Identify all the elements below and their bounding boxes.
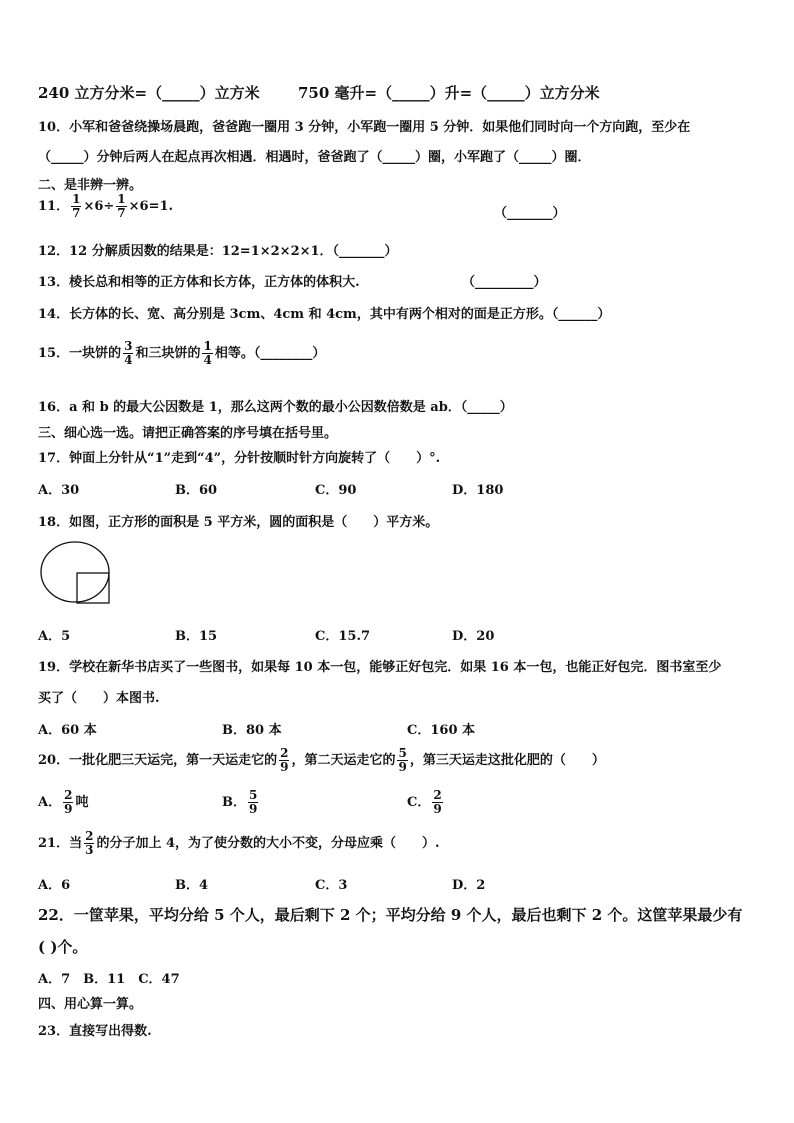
question-11 (38, 193, 173, 220)
q11-prefix: 11． (38, 199, 70, 214)
question-22-line-2: ( )个。 (38, 938, 88, 956)
q20-option-a[interactable]: A． $\frac{2}{9}$ 吨 (38, 788, 89, 816)
question-13: 13．棱长总和相等的正方体和长方体，正方体的体积大. (38, 275, 360, 290)
q21-option-c[interactable]: C．3 (315, 878, 348, 893)
q17-option-b[interactable]: B．60 (175, 483, 218, 498)
q20-option-c[interactable]: C． $\frac{2}{9}$ (407, 788, 442, 816)
q21-option-d[interactable]: D．2 (452, 878, 486, 893)
q13-answer-blank[interactable]: （_________） (462, 275, 547, 290)
q11-answer-blank[interactable]: （_______） (494, 206, 566, 221)
q19-option-b[interactable]: B．80 本 (222, 723, 282, 738)
q20-option-b[interactable]: B． $\frac{5}{9}$ (222, 788, 258, 816)
question-23: 23．直接写出得数. (38, 1024, 152, 1039)
question-15 (38, 340, 325, 367)
fraction-one-seventh-2: $\frac{1}{7}$ (117, 192, 126, 220)
fraction-two-thirds: $\frac{2}{3}$ (85, 829, 94, 857)
fraction-one-quarter: $\frac{1}{4}$ (203, 339, 212, 367)
fraction-three-quarters: $\frac{3}{4}$ (124, 339, 133, 367)
q20-middle: ，第二天运走它的 (291, 753, 396, 768)
question-10-line-1: 10．小军和爸爸绕操场晨跑，爸爸跑一圈用 3 分钟，小军跑一圈用 5 分钟．如果他们同时向一个方向跑，至少在 (38, 120, 691, 135)
q19-option-c[interactable]: C．160 本 (407, 723, 476, 738)
q11-suffix: ×6=1. (128, 199, 174, 214)
section-3-heading: 三、细心选一选。请把正确答案的序号填在括号里。 (38, 426, 338, 441)
question-16: 16．a 和 b 的最大公因数是 1，那么这两个数的最小公因数倍数是 ab．（_____） (38, 400, 513, 415)
q21-prefix: 21．当 (38, 836, 83, 851)
circle-shape (41, 542, 109, 602)
question-22-line-1: 22．一筐苹果，平均分给 5 个人，最后剩下 2 个；平均分给 9 个人，最后也剩下 2 个。这筐苹果最少有 (38, 906, 743, 924)
q22-options[interactable]: A．7 B．11 C．47 (38, 972, 180, 987)
q18-option-b[interactable]: B．15 (175, 629, 218, 644)
section-4-heading: 四、用心算一算。 (38, 997, 143, 1012)
q15-prefix: 15．一块饼的 (38, 346, 122, 361)
question-21 (38, 830, 440, 857)
fraction-five-ninths: $\frac{5}{9}$ (398, 746, 407, 774)
q17-option-d[interactable]: D．180 (452, 483, 504, 498)
conversion-line-2: 750 毫升=（_____）升=（_____）立方分米 (298, 84, 600, 102)
question-12: 12．12 分解质因数的结果是：12=1×2×2×1．（_______） (38, 244, 398, 259)
q11-middle: ×6÷ (83, 199, 115, 214)
question-14: 14．长方体的长、宽、高分别是 3cm、4cm 和 4cm，其中有两个相对的面是正方形。（______） (38, 307, 611, 322)
fraction-one-seventh: $\frac{1}{7}$ (72, 192, 81, 220)
fraction-two-ninths: $\frac{2}{9}$ (280, 746, 289, 774)
q21-suffix: 的分子加上 4，为了使分数的大小不变，分母应乘（ ）. (96, 836, 440, 851)
question-19-line-1: 19．学校在新华书店买了一些图书，如果每 10 本一包，能够正好包完．如果 16 本一包，也能正好包完．图书室至少 (38, 660, 722, 675)
q18-option-d[interactable]: D．20 (452, 629, 495, 644)
circle-square-figure (40, 540, 114, 606)
q18-option-c[interactable]: C．15.7 (315, 629, 371, 644)
question-10-line-2: （_____）分钟后两人在起点再次相遇．相遇时，爸爸跑了（_____）圈，小军跑了（_____）圈． (38, 150, 591, 165)
q20-suffix: ，第三天运走这批化肥的（ ） (409, 753, 605, 768)
conversion-line-1: 240 立方分米=（_____）立方米 (38, 84, 260, 102)
q15-middle: 和三块饼的 (135, 346, 201, 361)
section-2-heading: 二、是非辨一辨。 (38, 178, 143, 193)
q15-suffix: 相等。（________） (214, 346, 326, 361)
q18-option-a[interactable]: A．5 (38, 629, 71, 644)
q20-prefix: 20．一批化肥三天运完，第一天运走它的 (38, 753, 278, 768)
q19-option-a[interactable]: A．60 本 (38, 723, 97, 738)
question-20 (38, 747, 605, 774)
q17-option-c[interactable]: C．90 (315, 483, 357, 498)
question-19-line-2: 买了（ ）本图书. (38, 691, 160, 706)
question-17: 17．钟面上分针从“1”走到“4”，分针按顺时针方向旋转了（ ）°. (38, 451, 441, 466)
q21-option-a[interactable]: A．6 (38, 878, 71, 893)
question-18: 18．如图，正方形的面积是 5 平方米，圆的面积是（ ）平方米。 (38, 515, 439, 530)
q21-option-b[interactable]: B．4 (175, 878, 209, 893)
q17-option-a[interactable]: A．30 (38, 483, 80, 498)
